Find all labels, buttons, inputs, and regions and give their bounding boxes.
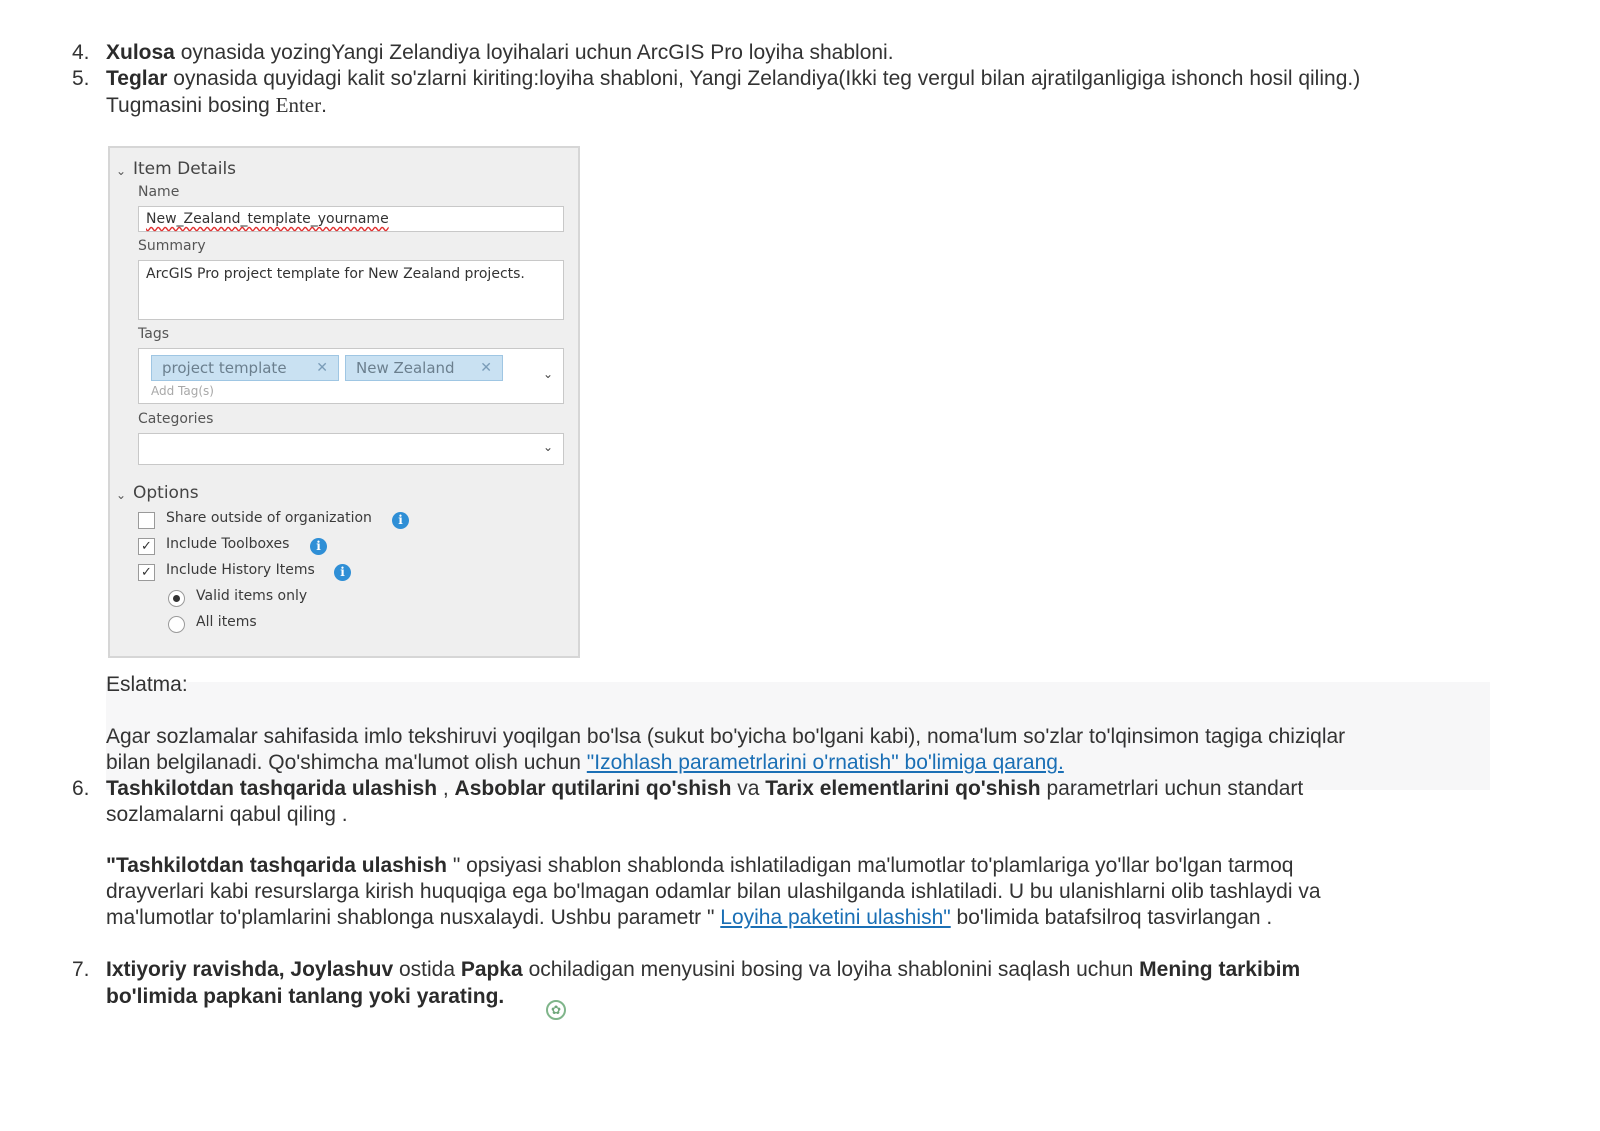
step-6-para-text-1: " opsiyasi shablon shablonda ishlatiladigan ma'lumotlar to'plamlariga yo'llar bo'lgan tarmoq (446, 854, 1294, 877)
info-icon[interactable]: i (310, 538, 327, 555)
extension-icon[interactable]: ✿ (546, 1000, 566, 1020)
valid-items-radio[interactable] (168, 590, 185, 607)
note-title: Eslatma: (106, 673, 188, 696)
enter-key-text: Enter (275, 93, 322, 117)
step-5-bold: Teglar (106, 67, 168, 90)
step-7-number: 7. (72, 958, 90, 981)
chevron-down-icon[interactable]: ⌄ (542, 367, 553, 381)
all-items-label: All items (196, 614, 257, 630)
include-history-checkbox[interactable] (138, 564, 155, 581)
step-6-para-line-3 (106, 905, 1272, 931)
step-4-number: 4. (72, 41, 90, 64)
radio-selected-dot (173, 595, 180, 602)
info-icon[interactable]: i (334, 564, 351, 581)
step-4-rest: oynasida yozingYangi Zelandiya loyihalari uchun ArcGIS Pro loyiha shabloni. (174, 41, 894, 64)
all-items-radio[interactable] (168, 616, 185, 633)
categories-dropdown[interactable] (138, 433, 564, 465)
chevron-down-icon[interactable]: ⌄ (116, 164, 127, 178)
tags-placeholder: Add Tag(s) (151, 384, 214, 398)
info-icon[interactable]: i (392, 512, 409, 529)
item-details-title[interactable]: Item Details (133, 159, 237, 179)
step-7-line2 (106, 984, 504, 1010)
step-5-text (106, 66, 1360, 92)
step-7-bold-2: Papka (460, 958, 523, 981)
step-6-text (106, 776, 1303, 802)
tags-input[interactable] (138, 348, 564, 404)
step-7-text (106, 957, 1300, 983)
annotation-settings-link[interactable]: "Izohlash parametrlarini o'rnatish" bo'limiga qarang. (586, 751, 1064, 774)
step-5-line2-post: . (321, 94, 327, 117)
step-6-para-line-2: drayverlari kabi resurslarga kirish huquqiga ega bo'lmagan odamlar bilan ulashilganda ishlatiladi. U bu ulanishlarni olib tashlaydi va (106, 880, 1321, 903)
tag-label: New Zealand (356, 359, 455, 377)
tag-label: project template (162, 359, 287, 377)
tag-chip-project-template (151, 355, 339, 381)
step-6-bold-3: Tarix elementlarini qo'shish (765, 777, 1041, 800)
step-5-rest: oynasida quyidagi kalit so'zlarni kiriting:loyiha shabloni, Yangi Zelandiya(Ikki teg vergul bilan ajratilganligiga ishonch hosil qiling.) (167, 67, 1361, 90)
step-6-line2: sozlamalarni qabul qiling . (106, 803, 348, 826)
step-5-line2 (106, 92, 327, 119)
share-outside-label: Share outside of organization (166, 510, 372, 526)
step-5-number: 5. (72, 67, 90, 90)
step-6-bold-1: Tashkilotdan tashqarida ulashish (106, 777, 438, 800)
summary-textarea[interactable] (138, 260, 564, 320)
share-outside-checkbox[interactable] (138, 512, 155, 529)
step-6-bold-2: Asboblar qutilarini qo'shish (454, 777, 732, 800)
note-line-1: Agar sozlamalar sahifasida imlo tekshiruvi yoqilgan bo'lsa (sukut bo'yicha bo'lgani kabi), noma'lum so'zlar to'lqinsimon tagiga chiziqlar (106, 725, 1346, 748)
step-7-bold-1: Ixtiyoriy ravishda, Joylashuv (106, 958, 394, 981)
include-toolboxes-label: Include Toolboxes (166, 536, 290, 552)
include-history-label: Include History Items (166, 562, 315, 578)
valid-items-label: Valid items only (196, 588, 308, 604)
name-input[interactable] (138, 206, 564, 232)
step-6-para-line-1 (106, 853, 1293, 879)
chevron-down-icon[interactable]: ⌄ (542, 440, 553, 454)
step-7-text-2: ochiladigan menyusini bosing va loyiha shablonini saqlash uchun (522, 958, 1140, 981)
item-details-panel (108, 146, 580, 658)
step-6-text-1: , (437, 777, 455, 800)
name-value: New_Zealand_template_yourname (146, 211, 389, 227)
step-6-number: 6. (72, 777, 90, 800)
step-6-text-3: parametrlari uchun standart (1040, 777, 1304, 800)
close-icon[interactable]: ✕ (316, 360, 328, 376)
step-7-text-1: ostida (393, 958, 461, 981)
tags-label: Tags (138, 326, 169, 342)
checkmark-icon: ✓ (141, 539, 152, 554)
summary-value: ArcGIS Pro project template for New Zealand projects. (146, 266, 525, 282)
summary-label: Summary (138, 238, 206, 254)
name-label: Name (138, 184, 180, 200)
project-package-link[interactable]: Loyiha paketini ulashish" (720, 906, 951, 929)
close-icon[interactable]: ✕ (480, 360, 492, 376)
include-toolboxes-checkbox[interactable] (138, 538, 155, 555)
note-line-2-pre: bilan belgilanadi. Qo'shimcha ma'lumot olish uchun (106, 751, 587, 774)
step-4-bold: Xulosa (106, 41, 175, 64)
step-6-text-2: va (731, 777, 766, 800)
options-title[interactable]: Options (133, 483, 199, 503)
checkmark-icon: ✓ (141, 565, 152, 580)
step-7-bold-3: Mening tarkibim (1139, 958, 1301, 981)
chevron-down-icon[interactable]: ⌄ (116, 488, 127, 502)
step-4-text (106, 40, 894, 66)
note-line-2 (106, 750, 1064, 776)
step-5-line2-pre: Tugmasini bosing (106, 94, 276, 117)
categories-label: Categories (138, 411, 214, 427)
tag-chip-new-zealand (345, 355, 503, 381)
step-6-para-text-3-post: bo'limida batafsilroq tasvirlangan . (950, 906, 1273, 929)
step-7-line2-bold: bo'limida papkani tanlang yoki yarating. (106, 985, 505, 1008)
step-6-para-text-3: ma'lumotlar to'plamlarini shablonga nusxalaydi. Ushbu parametr " (106, 906, 721, 929)
step-6-para-bold: "Tashkilotdan tashqarida ulashish (106, 854, 447, 877)
